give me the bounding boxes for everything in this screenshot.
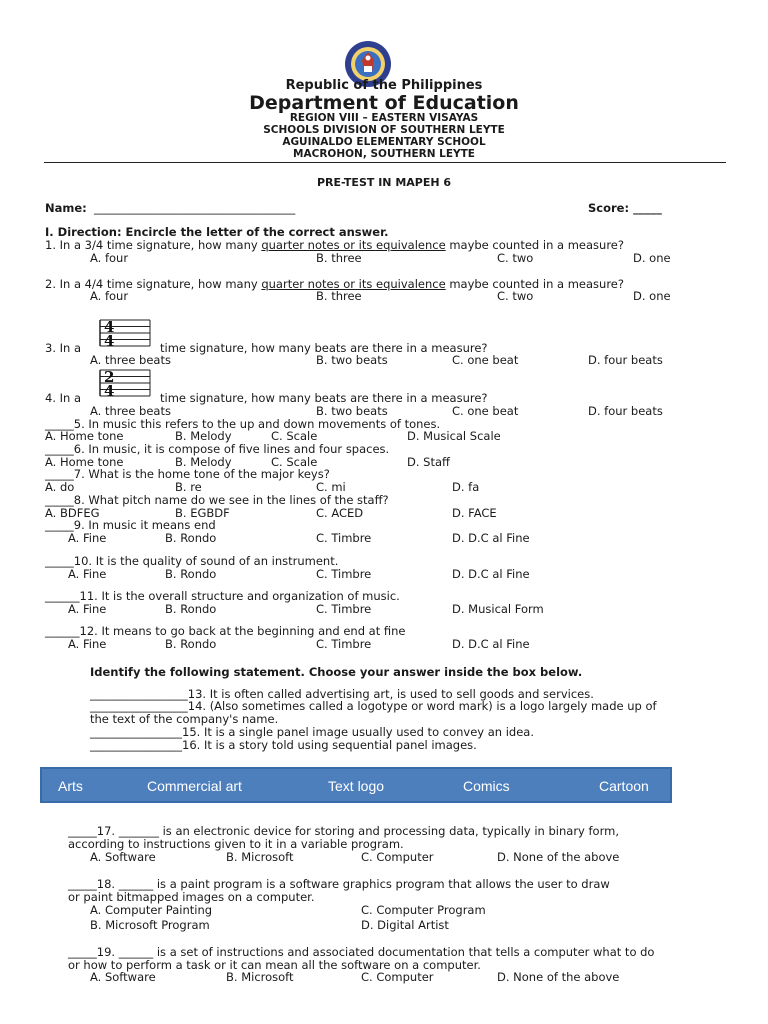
question-14-continued: the text of the company's name. bbox=[90, 712, 279, 726]
question-18: _____18. ______ is a paint program is a software graphics program that allows the user to draw bbox=[68, 877, 610, 891]
q3-option-a[interactable]: A. three beats bbox=[90, 353, 171, 367]
q17-option-d[interactable]: D. None of the above bbox=[497, 850, 620, 864]
q1-option-c[interactable]: C. two bbox=[497, 251, 534, 265]
test-title: PRE-TEST IN MAPEH 6 bbox=[316, 176, 452, 189]
question-7: _____7. What is the home tone of the major keys? bbox=[45, 467, 330, 481]
question-18-continued: or paint bitmapped images on a computer. bbox=[68, 890, 315, 904]
question-13: _________________13. It is often called advertising art, is used to sell goods and services. bbox=[90, 687, 594, 701]
question-11: ______11. It is the overall structure and organization of music. bbox=[45, 589, 400, 603]
question-2: 2. In a 4/4 time signature, how many quarter notes or its equivalence maybe counted in a measure? bbox=[45, 277, 624, 291]
q7-option-a[interactable]: A. do bbox=[45, 480, 75, 494]
choice-commercial-art[interactable]: Commercial art bbox=[147, 778, 242, 794]
direction-identification: Identify the following statement. Choose your answer inside the box below. bbox=[90, 665, 583, 679]
choice-arts[interactable]: Arts bbox=[58, 778, 83, 794]
score-label: Score: _____ bbox=[588, 201, 662, 215]
q11-option-c[interactable]: C. Timbre bbox=[316, 602, 372, 616]
department-heading: Department of Education bbox=[249, 92, 519, 114]
q11-option-b[interactable]: B. Rondo bbox=[165, 602, 217, 616]
q2-option-a[interactable]: A. four bbox=[90, 289, 129, 303]
question-1: 1. In a 3/4 time signature, how many quarter notes or its equivalence maybe counted in a measure? bbox=[45, 238, 624, 252]
q5-option-d[interactable]: D. Musical Scale bbox=[407, 429, 501, 443]
q1-option-d[interactable]: D. one bbox=[633, 251, 671, 265]
question-9: _____9. In music it means end bbox=[45, 518, 216, 532]
q18-option-a[interactable]: A. Computer Painting bbox=[90, 903, 213, 917]
q10-option-b[interactable]: B. Rondo bbox=[165, 567, 217, 581]
q2-option-d[interactable]: D. one bbox=[633, 289, 671, 303]
q2-option-c[interactable]: C. two bbox=[497, 289, 534, 303]
q12-option-c[interactable]: C. Timbre bbox=[316, 637, 372, 651]
question-4-prefix: 4. In a bbox=[45, 391, 82, 405]
q4-option-a[interactable]: A. three beats bbox=[90, 404, 171, 418]
q19-option-b[interactable]: B. Microsoft bbox=[226, 970, 294, 984]
q8-option-a[interactable]: A. BDFEG bbox=[45, 506, 100, 520]
q9-option-b[interactable]: B. Rondo bbox=[165, 531, 217, 545]
q4-option-b[interactable]: B. two beats bbox=[316, 404, 388, 418]
q11-option-d[interactable]: D. Musical Form bbox=[452, 602, 544, 616]
question-10: _____10. It is the quality of sound of an instrument. bbox=[45, 554, 339, 568]
q8-option-b[interactable]: B. EGBDF bbox=[175, 506, 230, 520]
header-divider bbox=[44, 162, 726, 163]
q2-option-b[interactable]: B. three bbox=[316, 289, 362, 303]
question-12: ______12. It means to go back at the beginning and end at fine bbox=[45, 624, 406, 638]
q5-option-a[interactable]: A. Home tone bbox=[45, 429, 124, 443]
q11-option-a[interactable]: A. Fine bbox=[68, 602, 107, 616]
ts4-numerator: 2 bbox=[104, 368, 115, 386]
q1-option-a[interactable]: A. four bbox=[90, 251, 129, 265]
question-16: ________________16. It is a story told using sequential panel images. bbox=[90, 738, 477, 752]
choice-cartoon[interactable]: Cartoon bbox=[599, 778, 649, 794]
q9-option-a[interactable]: A. Fine bbox=[68, 531, 107, 545]
question-5: _____5. In music this refers to the up and down movements of tones. bbox=[45, 417, 441, 431]
q7-option-c[interactable]: C. mi bbox=[316, 480, 346, 494]
q8-option-d[interactable]: D. FACE bbox=[452, 506, 497, 520]
q3-option-b[interactable]: B. two beats bbox=[316, 353, 388, 367]
q4-option-d[interactable]: D. four beats bbox=[588, 404, 663, 418]
q10-option-a[interactable]: A. Fine bbox=[68, 567, 107, 581]
choice-text-logo[interactable]: Text logo bbox=[328, 778, 385, 794]
question-3-text: time signature, how many beats are there in a measure? bbox=[160, 341, 488, 355]
republic-heading: Republic of the Philippines bbox=[285, 78, 483, 93]
question-15: ________________15. It is a single panel image usually used to convey an idea. bbox=[90, 725, 535, 739]
q4-option-c[interactable]: C. one beat bbox=[452, 404, 519, 418]
question-14: _________________14. (Also sometimes called a logotype or word mark) is a logo largely made up of bbox=[90, 699, 657, 713]
q12-option-d[interactable]: D. D.C al Fine bbox=[452, 637, 530, 651]
q18-option-d[interactable]: D. Digital Artist bbox=[361, 918, 449, 932]
q5-option-b[interactable]: B. Melody bbox=[175, 429, 232, 443]
division-line: SCHOOLS DIVISION OF SOUTHERN LEYTE bbox=[263, 124, 505, 136]
question-17: _____17. _______ is an electronic device for storing and processing data, typically in binary form, bbox=[68, 824, 619, 838]
q9-option-d[interactable]: D. D.C al Fine bbox=[452, 531, 530, 545]
region-line: REGION VIII – EASTERN VISAYAS bbox=[289, 112, 479, 124]
ts3-denominator: 4 bbox=[104, 332, 115, 348]
time-signature-2-4-image bbox=[99, 368, 151, 398]
name-label: Name: bbox=[45, 201, 87, 215]
question-8: _____8. What pitch name do we see in the lines of the staff? bbox=[45, 493, 389, 507]
direction-multiple-choice: I. Direction: Encircle the letter of the correct answer. bbox=[45, 225, 389, 239]
question-19-continued: or how to perform a task or it can mean all the software on a computer. bbox=[68, 958, 481, 972]
q17-option-b[interactable]: B. Microsoft bbox=[226, 850, 294, 864]
q7-option-b[interactable]: B. re bbox=[175, 480, 202, 494]
location-line: MACROHON, SOUTHERN LEYTE bbox=[293, 148, 475, 160]
q6-option-a[interactable]: A. Home tone bbox=[45, 455, 124, 469]
question-17-continued: according to instructions given to it in a variable program. bbox=[68, 837, 404, 851]
name-blank[interactable]: ___________________________________ bbox=[94, 201, 296, 215]
question-3-prefix: 3. In a bbox=[45, 341, 82, 355]
q6-option-b[interactable]: B. Melody bbox=[175, 455, 232, 469]
q19-option-c[interactable]: C. Computer bbox=[361, 970, 434, 984]
q6-option-c[interactable]: C. Scale bbox=[271, 455, 318, 469]
q5-option-c[interactable]: C. Scale bbox=[271, 429, 318, 443]
question-6: _____6. In music, it is compose of five lines and four spaces. bbox=[45, 442, 390, 456]
q12-option-b[interactable]: B. Rondo bbox=[165, 637, 217, 651]
q17-option-c[interactable]: C. Computer bbox=[361, 850, 434, 864]
question-19: _____19. ______ is a set of instructions and associated documentation that tells a computer what to do bbox=[68, 945, 655, 959]
q6-option-d[interactable]: D. Staff bbox=[407, 455, 450, 469]
q1-option-b[interactable]: B. three bbox=[316, 251, 362, 265]
q18-option-c[interactable]: C. Computer Program bbox=[361, 903, 486, 917]
ts3-numerator: 4 bbox=[104, 318, 115, 336]
ts4-denominator: 4 bbox=[104, 382, 115, 398]
q19-option-a[interactable]: A. Software bbox=[90, 970, 156, 984]
q10-option-c[interactable]: C. Timbre bbox=[316, 567, 372, 581]
q18-option-b[interactable]: B. Microsoft Program bbox=[90, 918, 210, 932]
school-line: AGUINALDO ELEMENTARY SCHOOL bbox=[282, 136, 486, 148]
q3-option-d[interactable]: D. four beats bbox=[588, 353, 663, 367]
q10-option-d[interactable]: D. D.C al Fine bbox=[452, 567, 530, 581]
q19-option-d[interactable]: D. None of the above bbox=[497, 970, 620, 984]
choice-comics[interactable]: Comics bbox=[463, 778, 510, 794]
q7-option-d[interactable]: D. fa bbox=[452, 480, 480, 494]
q9-option-c[interactable]: C. Timbre bbox=[316, 531, 372, 545]
time-signature-4-4-image bbox=[99, 318, 151, 348]
q8-option-c[interactable]: C. ACED bbox=[316, 506, 364, 520]
answer-choices-box bbox=[40, 767, 672, 803]
q12-option-a[interactable]: A. Fine bbox=[68, 637, 107, 651]
question-4-text: time signature, how many beats are there in a measure? bbox=[160, 391, 488, 405]
q17-option-a[interactable]: A. Software bbox=[90, 850, 156, 864]
q3-option-c[interactable]: C. one beat bbox=[452, 353, 519, 367]
